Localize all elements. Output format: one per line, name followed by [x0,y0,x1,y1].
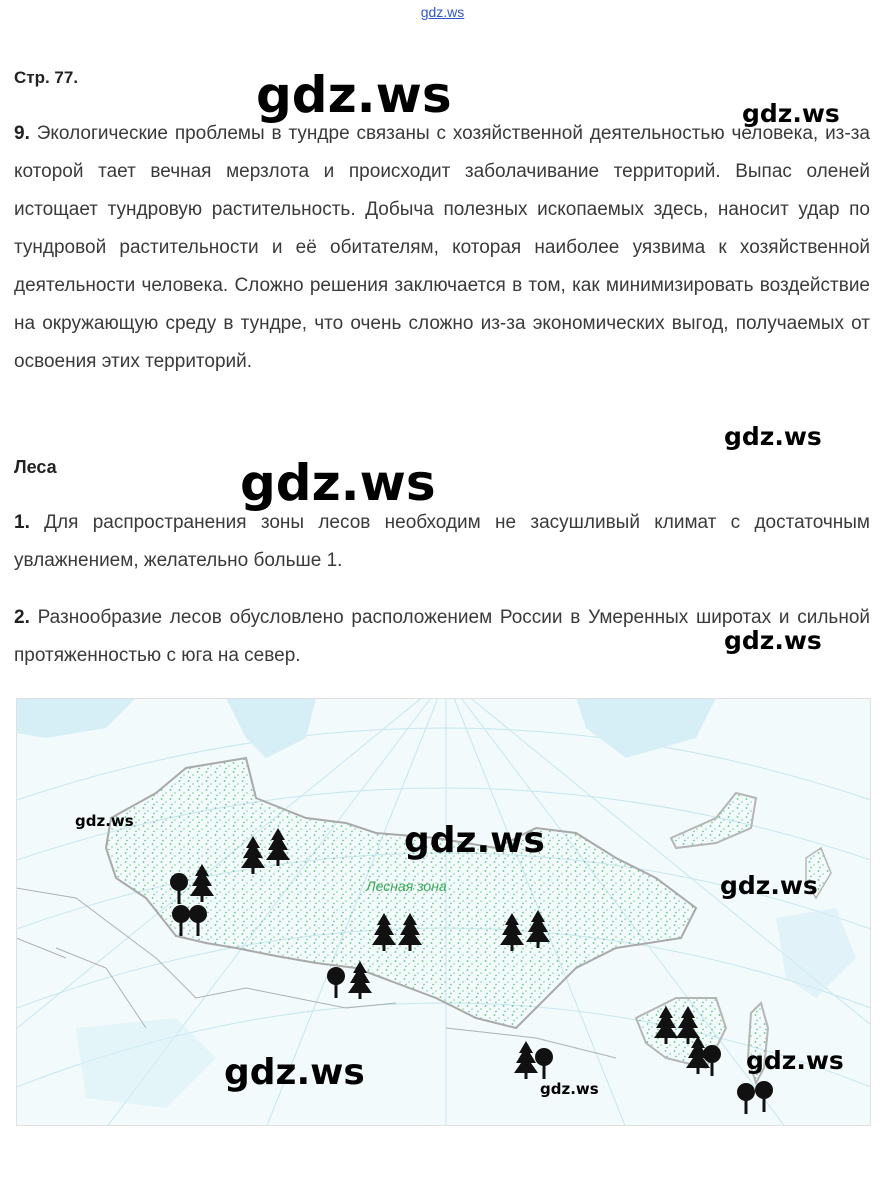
watermark: gdz.ws [746,1046,844,1075]
watermark: gdz.ws [724,422,822,451]
site-link[interactable]: gdz.ws [420,4,465,20]
section-title: Леса [14,457,57,477]
watermark: gdz.ws [224,1052,365,1093]
watermark: gdz.ws [240,454,436,512]
watermark: gdz.ws [724,626,822,655]
watermark: gdz.ws [75,812,134,830]
forest-answer-1 [14,504,870,580]
forest-zone-label: Лесная зона [366,878,447,894]
page-reference: Стр. 77. [14,68,79,87]
watermark: gdz.ws [540,1080,599,1098]
answer-text: Разнообразие лесов обусловлено расположением России в Умеренных широтах и сильной протяженностью с юга на север. [14,607,871,666]
forest-zone-map [16,698,871,1126]
question-number: 2. [14,607,30,628]
tundra-answer [14,115,870,381]
question-number: 1. [14,512,30,533]
question-number: 9. [14,123,30,144]
watermark: gdz.ws [742,99,840,128]
watermark: gdz.ws [256,66,452,124]
answer-text: Для распространения зоны лесов необходим не засушливый климат с достаточным увлажнением, желательно больше 1. [14,512,870,571]
answer-text: Экологические проблемы в тундре связаны с хозяйственной деятельностью человека, из-за которой тает вечная мерзлота и происходит заболачивание территорий. Выпас оленей истощает тундровую растительность. Добыча полезных ископаемых здесь, наносит удар по тундровой растительности и её обитателям, которая наиболее уязвима к хозяйственной деятельности человека. Сложно решения заключается в том, как минимизировать воздействие на окружающую среду в тундре, что очень сложно из-за экономических выгод, получаемых от освоения этих территорий. [14,123,871,372]
watermark: gdz.ws [720,871,818,900]
watermark: gdz.ws [404,820,545,861]
